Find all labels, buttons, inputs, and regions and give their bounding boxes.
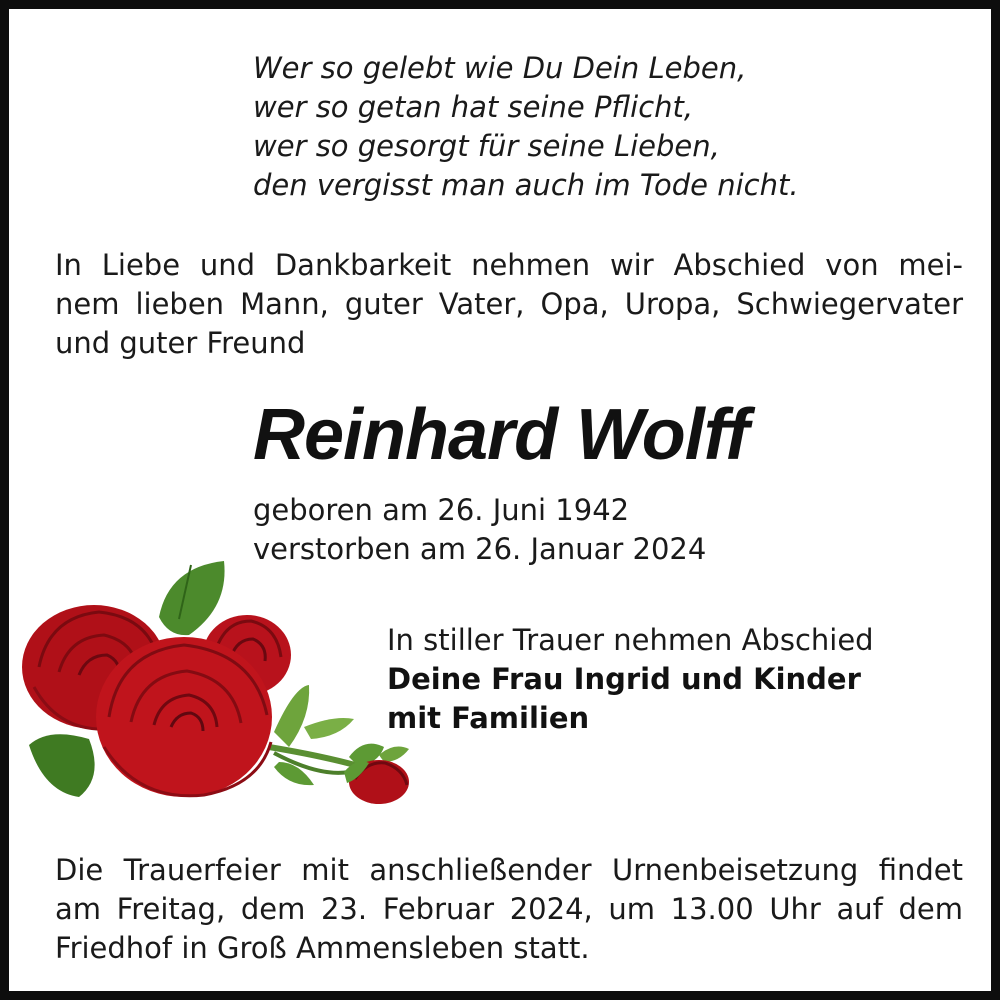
funeral-line: am Freitag, dem 23. Februar 2024, um 13.00 Uhr auf dem <box>55 892 963 926</box>
funeral-details <box>55 851 963 968</box>
funeral-line: Friedhof in Groß Ammensleben statt. <box>55 931 590 965</box>
mourners-names: mit Familien <box>387 701 590 735</box>
poem-line: wer so getan hat seine Pflicht, <box>253 90 694 124</box>
farewell-line: und guter Freund <box>55 326 306 360</box>
farewell-line: nem lieben Mann, guter Vater, Opa, Uropa, Schwiegervater <box>55 287 963 321</box>
farewell-line: In Liebe und Dankbarkeit nehmen wir Abschied von mei- <box>55 248 963 282</box>
farewell-text <box>55 246 963 363</box>
poem-line: wer so gesorgt für seine Lieben, <box>253 129 720 163</box>
memorial-poem <box>253 49 799 205</box>
deceased-name: Reinhard Wolff <box>253 395 749 475</box>
poem-line: Wer so gelebt wie Du Dein Leben, <box>253 51 747 85</box>
funeral-line: Die Trauerfeier mit anschließender Urnenbeisetzung findet <box>55 853 963 887</box>
red-roses-image <box>19 557 419 817</box>
mourners-names: Deine Frau Ingrid und Kinder <box>387 662 861 696</box>
birth-date: geboren am 26. Juni 1942 <box>253 493 630 527</box>
death-date: verstorben am 26. Januar 2024 <box>253 532 707 566</box>
mourners-block <box>387 621 874 738</box>
mourners-intro: In stiller Trauer nehmen Abschied <box>387 623 874 657</box>
poem-line: den vergisst man auch im Tode nicht. <box>253 168 799 202</box>
